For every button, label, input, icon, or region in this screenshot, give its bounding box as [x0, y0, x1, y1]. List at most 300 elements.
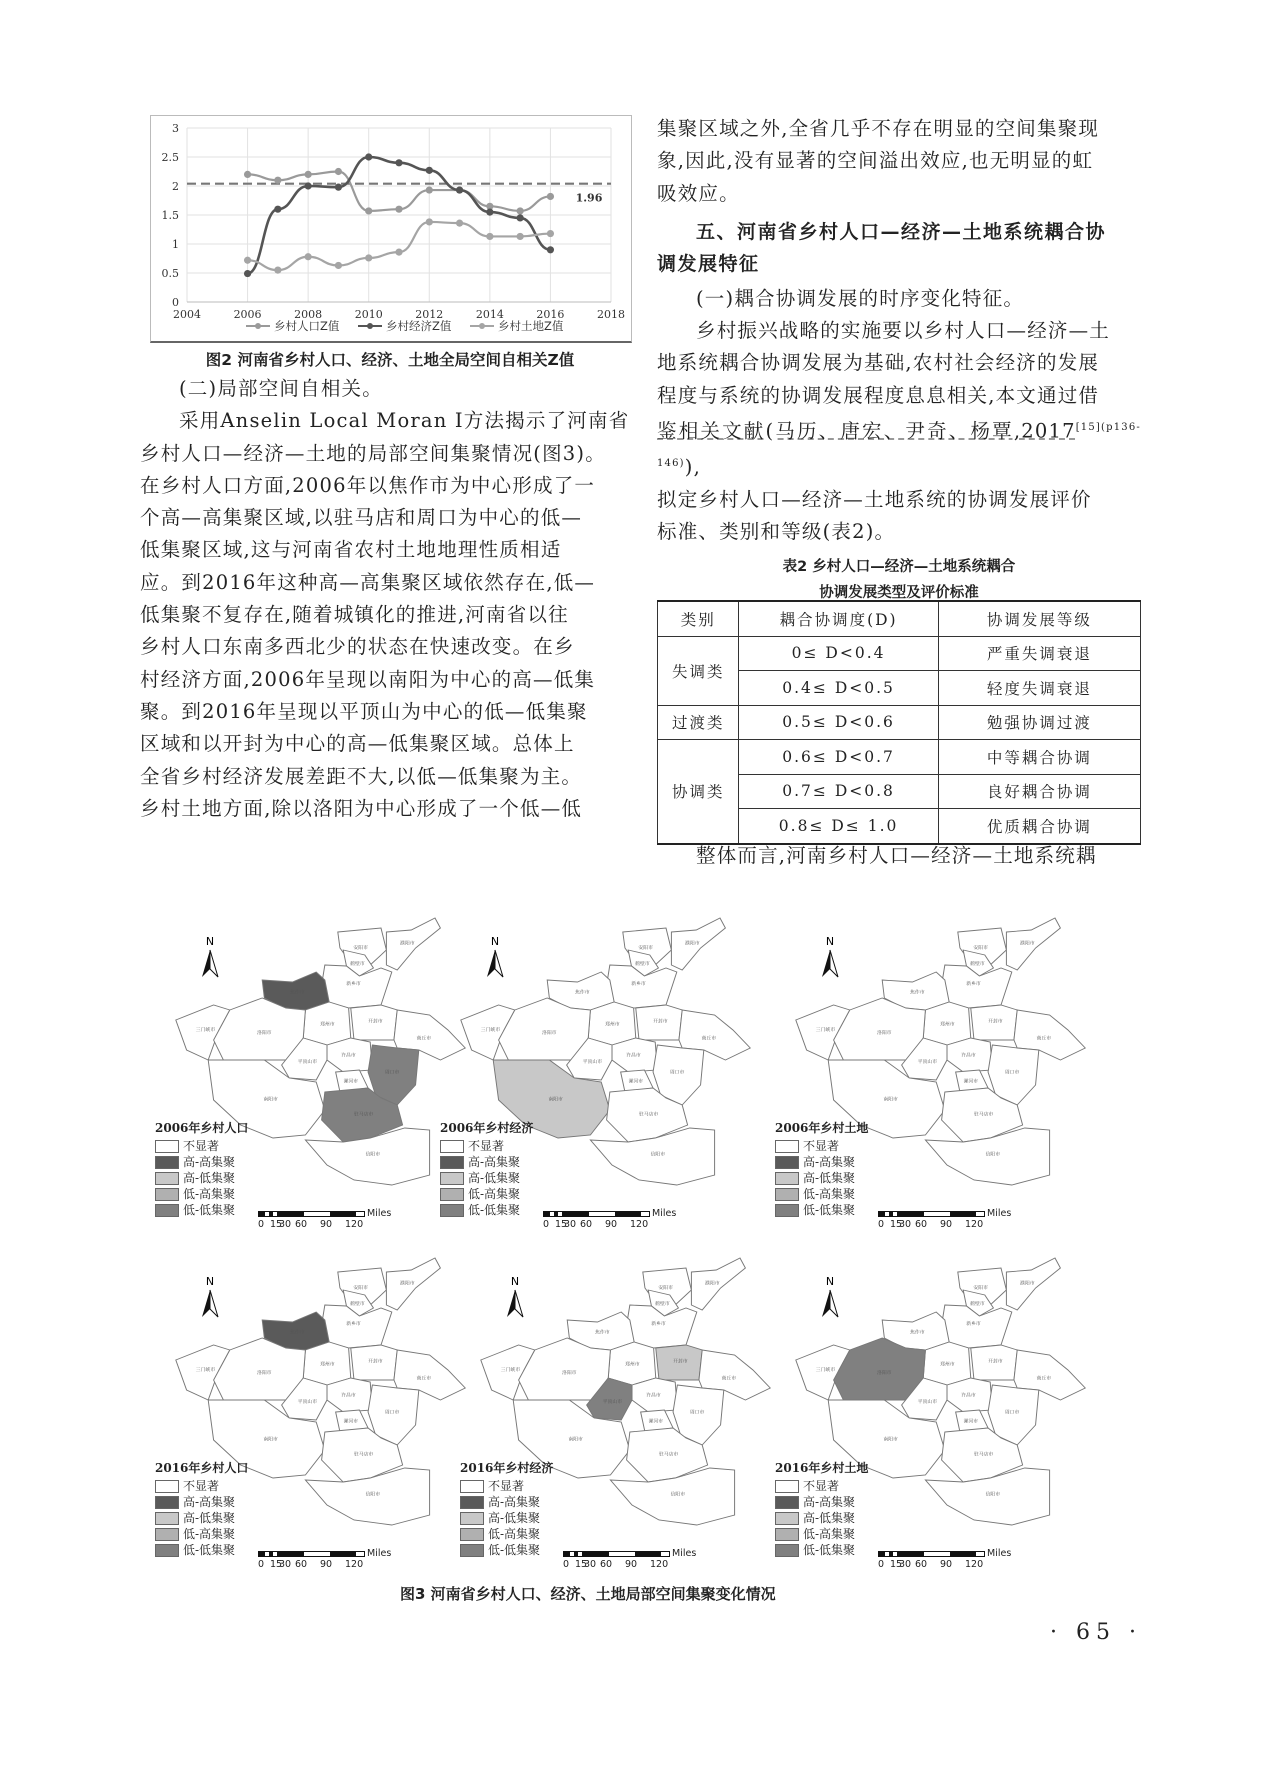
y-tick-label: 2 — [172, 180, 179, 193]
y-tick-label: 1.5 — [161, 209, 179, 222]
legend-label: 低-低集聚 — [468, 1203, 521, 1217]
city-label: 新乡市 — [966, 1322, 981, 1327]
text-line: 集聚区域之外,全省几乎不存在明显的空间集聚现 — [657, 117, 1100, 140]
scale-bar — [258, 1208, 391, 1231]
city-label: 驻马店市 — [353, 1452, 374, 1458]
x-tick-label: 2008 — [294, 308, 323, 321]
legend-swatch — [775, 1156, 799, 1169]
map-title: 2016年乡村人口 — [155, 1461, 249, 1475]
legend-item — [155, 1478, 248, 1494]
legend-item — [155, 1154, 248, 1170]
city-label: 洛阳市 — [876, 1370, 892, 1376]
city-label: 安阳市 — [353, 1286, 368, 1292]
legend-label: 乡村经济Z值 — [386, 319, 452, 333]
data-point — [335, 168, 342, 175]
legend-label: 高-高集聚 — [468, 1155, 521, 1169]
data-point — [335, 184, 342, 191]
legend-label: 高-低集聚 — [183, 1171, 236, 1185]
city-label: 洛阳市 — [541, 1030, 557, 1036]
scale-tick: 60 — [580, 1219, 593, 1230]
level-cell: 勉强协调过渡 — [938, 705, 1140, 740]
city-label: 鹤壁市 — [655, 1302, 670, 1307]
data-point — [547, 246, 554, 253]
scale-tick: 90 — [940, 1559, 953, 1570]
legend-item — [775, 1186, 868, 1202]
city-label: 商丘市 — [721, 1376, 737, 1382]
city-label: 驻马店市 — [973, 1112, 994, 1118]
city-label: 三门峡市 — [195, 1368, 216, 1374]
legend-label: 低-高集聚 — [488, 1527, 541, 1541]
legend-label: 低-高集聚 — [803, 1527, 856, 1541]
city-label: 焦作市 — [290, 1330, 305, 1336]
city-label: 安阳市 — [658, 1286, 673, 1292]
city-label: 三门峡市 — [815, 1028, 836, 1034]
city-label: 信阳市 — [365, 1152, 381, 1158]
citation-reference[interactable]: [15](p136-146) — [657, 422, 1141, 469]
legend-swatch — [155, 1496, 179, 1509]
legend-item — [775, 1542, 868, 1558]
city-label: 平顶山市 — [602, 1400, 623, 1405]
scale-unit: Miles — [987, 1208, 1012, 1219]
table-row — [658, 636, 1141, 671]
data-point — [486, 209, 493, 216]
city-label: 周口市 — [384, 1410, 400, 1416]
city-label: 洛阳市 — [256, 1030, 272, 1036]
table2-title-line1: 表2 乡村人口—经济—土地系统耦合 — [782, 559, 1016, 576]
scale-tick: 60 — [915, 1219, 928, 1230]
city-label: 南阳市 — [263, 1437, 278, 1443]
left-column — [140, 348, 640, 825]
legend-swatch — [155, 1156, 179, 1169]
city-label: 新乡市 — [346, 1322, 361, 1327]
city-label: 濮阳市 — [685, 941, 700, 947]
city-label: 郑州市 — [320, 1362, 335, 1368]
legend-item — [440, 1202, 533, 1218]
lisa-map-3 — [770, 905, 1100, 1235]
legend-marker — [479, 323, 485, 329]
scale-tick: 0 — [563, 1559, 570, 1570]
table-row — [658, 705, 1141, 740]
city-label: 焦作市 — [910, 990, 925, 996]
city-label: 周口市 — [689, 1410, 705, 1416]
city-label: 平顶山市 — [297, 1060, 318, 1065]
legend-swatch — [775, 1172, 799, 1185]
data-point — [305, 171, 312, 178]
text-line — [657, 412, 1141, 484]
legend-swatch — [155, 1512, 179, 1525]
scale-tick: 30 — [899, 1559, 912, 1570]
legend-label: 低-低集聚 — [183, 1203, 236, 1217]
scale-tick: 0 — [258, 1219, 265, 1230]
scale-tick: 90 — [605, 1219, 618, 1230]
text-line: 区域和以开封为中心的高—低集聚区域。总体上 — [140, 732, 575, 756]
city-label: 开封市 — [988, 1019, 1003, 1025]
text-line: 低集聚区域,这与河南省农村土地地理性质相适 — [140, 538, 562, 562]
legend-swatch — [155, 1188, 179, 1201]
legend-label: 低-高集聚 — [468, 1187, 521, 1201]
category-cell: 过渡类 — [658, 705, 739, 740]
text-line — [657, 315, 1141, 347]
legend-item — [440, 1170, 533, 1186]
city-label: 漯河市 — [648, 1419, 664, 1425]
x-tick-label: 2018 — [597, 308, 625, 321]
scale-bar — [878, 1548, 1011, 1571]
legend-label: 不显著 — [803, 1139, 840, 1153]
x-tick-label: 2012 — [415, 308, 444, 321]
subheading-local-autocorrelation: (二)局部空间自相关。 — [179, 377, 383, 400]
city-label: 许昌市 — [341, 1053, 356, 1059]
city-label: 许昌市 — [961, 1393, 976, 1399]
scale-tick: 0 — [878, 1559, 885, 1570]
table-header-cell: 协调发展等级 — [938, 601, 1140, 636]
data-point — [365, 207, 372, 214]
scale-tick: 90 — [320, 1219, 333, 1230]
table-header-cell: 类别 — [658, 601, 739, 636]
data-point — [274, 206, 281, 213]
table2-coupling-standards — [657, 600, 1141, 845]
scale-tick: 15 — [890, 1559, 903, 1570]
data-point — [244, 270, 251, 277]
data-point — [305, 182, 312, 189]
text-line: 乡村人口—经济—土地的局部空间集聚情况(图3)。 — [140, 441, 606, 465]
text-line: 应。到2016年这种高—高集聚区域依然存在,低— — [140, 570, 596, 594]
legend-label: 高-低集聚 — [803, 1511, 856, 1525]
figure3-caption: 图3 河南省乡村人口、经济、土地局部空间集聚变化情况 — [400, 1585, 776, 1603]
city-label: 新乡市 — [966, 982, 981, 987]
scale-tick: 15 — [890, 1219, 903, 1230]
text-line-content: 标准、类别和等级(表2)。 — [657, 519, 896, 543]
legend-item — [460, 1478, 553, 1494]
city-label: 商丘市 — [701, 1036, 717, 1042]
category-cell: 协调类 — [658, 740, 739, 844]
legend-swatch — [440, 1188, 464, 1201]
text-line: 乡村土地方面,除以洛阳为中心形成了一个低—低 — [140, 796, 583, 820]
closing-line: 整体而言,河南乡村人口—经济—土地系统耦 — [696, 844, 1097, 867]
data-point — [305, 253, 312, 260]
legend-label: 低-低集聚 — [488, 1543, 541, 1557]
legend-label: 高-高集聚 — [803, 1155, 856, 1169]
legend-item — [460, 1542, 553, 1558]
text-line — [657, 380, 1141, 412]
data-point — [274, 267, 281, 274]
city-label: 濮阳市 — [705, 1281, 720, 1287]
city-label: 南阳市 — [883, 1097, 898, 1103]
citation-close: ), — [684, 455, 702, 479]
legend-label: 乡村人口Z值 — [274, 319, 340, 333]
scale-tick: 0 — [878, 1219, 885, 1230]
right-column — [657, 113, 1141, 606]
scale-tick: 30 — [279, 1559, 292, 1570]
data-point — [456, 220, 463, 227]
city-label: 焦作市 — [910, 1330, 925, 1336]
legend-marker — [367, 323, 373, 329]
legend-label: 高-高集聚 — [183, 1155, 236, 1169]
scale-tick: 60 — [600, 1559, 613, 1570]
scale-tick: 30 — [279, 1219, 292, 1230]
text-line: 采用Anselin Local Moran I方法揭示了河南省 — [179, 409, 630, 433]
text-line-content: 地系统耦合协调发展为基础,农村社会经济的发展 — [657, 351, 1100, 375]
city-label: 平顶山市 — [917, 1400, 938, 1405]
text-line: 聚。到2016年呈现以平顶山为中心的低—低集聚 — [140, 699, 588, 723]
city-label: 鹤壁市 — [970, 962, 985, 967]
city-label: 驻马店市 — [353, 1112, 374, 1118]
legend-swatch — [775, 1140, 799, 1153]
city-label: 濮阳市 — [1020, 1281, 1035, 1287]
text-line: 个高—高集聚区域,以驻马店和周口为中心的低— — [140, 506, 583, 530]
legend-item — [460, 1510, 553, 1526]
city-label: 周口市 — [384, 1070, 400, 1076]
text-line-content: 鉴相关文献(马历、唐宏、尹奇、杨覃,2017 — [657, 419, 1076, 443]
legend-swatch — [155, 1528, 179, 1541]
city-label: 三门峡市 — [815, 1368, 836, 1374]
city-label: 许昌市 — [961, 1053, 976, 1059]
x-tick-label: 2014 — [475, 308, 504, 321]
city-label: 商丘市 — [1036, 1036, 1052, 1042]
map-title: 2006年乡村经济 — [440, 1121, 534, 1135]
city-label: 开封市 — [368, 1019, 383, 1025]
north-label: N — [205, 1275, 215, 1288]
city-label: 南阳市 — [568, 1437, 583, 1443]
legend-label: 低-低集聚 — [803, 1543, 856, 1557]
city-label: 周口市 — [669, 1070, 685, 1076]
map-legend — [775, 1460, 868, 1558]
city-label: 郑州市 — [320, 1022, 335, 1028]
map-legend — [460, 1460, 553, 1558]
legend-swatch — [440, 1204, 464, 1217]
north-label: N — [825, 1275, 835, 1288]
legend-label: 不显著 — [488, 1479, 525, 1493]
text-line: 乡村人口东南多西北少的状态在快速改变。在乡 — [140, 635, 575, 659]
city-label: 南阳市 — [263, 1097, 278, 1103]
city-label: 安阳市 — [973, 1286, 988, 1292]
data-point — [517, 214, 524, 221]
legend-label: 低-高集聚 — [183, 1527, 236, 1541]
legend-item — [155, 1526, 248, 1542]
city-label: 鹤壁市 — [970, 1302, 985, 1307]
scale-tick: 30 — [564, 1219, 577, 1230]
series-line-0 — [248, 172, 551, 211]
legend-item — [155, 1202, 248, 1218]
legend-item — [775, 1202, 868, 1218]
data-point — [365, 153, 372, 160]
city-label: 驻马店市 — [973, 1452, 994, 1458]
line-chart-svg — [151, 116, 631, 341]
text-line: 象,因此,没有显著的空间溢出效应,也无明显的虹 — [657, 149, 1094, 173]
legend-label: 低-低集聚 — [803, 1203, 856, 1217]
map-legend — [775, 1120, 868, 1218]
scale-tick: 120 — [345, 1219, 364, 1230]
city-label: 信阳市 — [670, 1492, 686, 1498]
city-label: 南阳市 — [883, 1437, 898, 1443]
north-label: N — [205, 935, 215, 948]
city-label: 信阳市 — [650, 1152, 666, 1158]
lisa-map-6 — [770, 1245, 1100, 1575]
level-cell: 优质耦合协调 — [938, 809, 1140, 844]
lisa-map-4 — [150, 1245, 480, 1575]
scale-tick: 120 — [630, 1219, 649, 1230]
scale-tick: 120 — [650, 1559, 669, 1570]
scale-unit: Miles — [672, 1548, 697, 1559]
legend-swatch — [460, 1544, 484, 1557]
legend-item — [775, 1154, 868, 1170]
scale-tick: 15 — [575, 1559, 588, 1570]
data-point — [547, 230, 554, 237]
scale-tick: 60 — [295, 1219, 308, 1230]
city-label: 新乡市 — [651, 1322, 666, 1327]
scale-tick: 90 — [320, 1559, 333, 1570]
legend-label: 高-低集聚 — [183, 1511, 236, 1525]
category-cell: 失调类 — [658, 636, 739, 705]
table-row — [658, 740, 1141, 775]
legend-swatch — [460, 1480, 484, 1493]
range-cell: 0.4≤ D<0.5 — [739, 671, 938, 706]
data-point — [517, 233, 524, 240]
legend-item — [460, 1494, 553, 1510]
table2-title-line2: 协调发展类型及评价标准 — [819, 585, 979, 602]
legend-label: 不显著 — [183, 1139, 220, 1153]
city-label: 周口市 — [1004, 1070, 1020, 1076]
legend-swatch — [775, 1544, 799, 1557]
subheading-temporal: (一)耦合协调发展的时序变化特征。 — [696, 286, 1025, 310]
data-point — [517, 207, 524, 214]
map-title: 2016年乡村经济 — [460, 1461, 554, 1475]
city-label: 郑州市 — [625, 1362, 640, 1368]
city-label: 许昌市 — [341, 1393, 356, 1399]
city-label: 漯河市 — [628, 1079, 644, 1085]
map-legend — [155, 1120, 248, 1218]
legend-swatch — [775, 1512, 799, 1525]
city-label: 濮阳市 — [400, 941, 415, 947]
legend-swatch — [155, 1204, 179, 1217]
scale-tick: 60 — [295, 1559, 308, 1570]
data-point — [365, 254, 372, 261]
legend-label: 低-高集聚 — [803, 1187, 856, 1201]
city-label: 驻马店市 — [658, 1452, 679, 1458]
city-label: 鹤壁市 — [635, 962, 650, 967]
map-title: 2006年乡村人口 — [155, 1121, 249, 1135]
x-tick-label: 2010 — [354, 308, 383, 321]
text-line-content: 拟定乡村人口—经济—土地系统的协调发展评价 — [657, 487, 1092, 511]
legend-item — [440, 1138, 533, 1154]
data-point — [426, 167, 433, 174]
city-label: 驻马店市 — [638, 1112, 659, 1118]
city-label: 平顶山市 — [917, 1060, 938, 1065]
city-label: 信阳市 — [985, 1492, 1001, 1498]
level-cell: 良好耦合协调 — [938, 774, 1140, 809]
north-arrow-icon — [822, 1290, 838, 1317]
scale-bar — [878, 1208, 1011, 1231]
legend-swatch — [775, 1528, 799, 1541]
city-label: 安阳市 — [353, 946, 368, 952]
section-title-line1: 五、河南省乡村人口—经济—土地系统耦合协 — [696, 220, 1107, 243]
city-label: 濮阳市 — [1020, 941, 1035, 947]
scale-tick: 15 — [270, 1559, 283, 1570]
legend-item — [460, 1526, 553, 1542]
legend-marker — [255, 323, 261, 329]
y-tick-label: 3 — [172, 122, 179, 135]
legend-label: 不显著 — [803, 1479, 840, 1493]
lisa-map-1 — [150, 905, 480, 1235]
city-label: 郑州市 — [940, 1022, 955, 1028]
scale-tick: 0 — [543, 1219, 550, 1230]
legend-label: 高-低集聚 — [488, 1511, 541, 1525]
legend-item — [440, 1154, 533, 1170]
legend-label: 高-高集聚 — [488, 1495, 541, 1509]
legend-item — [155, 1510, 248, 1526]
north-arrow-icon — [487, 950, 503, 977]
legend-swatch — [460, 1496, 484, 1509]
city-label: 安阳市 — [973, 946, 988, 952]
city-label: 开封市 — [653, 1019, 668, 1025]
data-point — [274, 177, 281, 184]
data-point — [244, 171, 251, 178]
scale-bar — [258, 1548, 391, 1571]
reference-line-label: 1.96 — [575, 191, 603, 205]
y-tick-label: 0.5 — [161, 267, 179, 280]
legend-swatch — [440, 1156, 464, 1169]
page-number: · 65 · — [1050, 1620, 1142, 1645]
city-label: 许昌市 — [626, 1053, 641, 1059]
data-point — [244, 257, 251, 264]
data-point — [547, 193, 554, 200]
legend-item — [155, 1186, 248, 1202]
city-label: 焦作市 — [290, 990, 305, 996]
legend-swatch — [775, 1204, 799, 1217]
text-line: 全省乡村经济发展差距不大,以低—低集聚为主。 — [140, 764, 583, 788]
north-label: N — [490, 935, 500, 948]
x-tick-label: 2004 — [173, 308, 201, 321]
legend-item — [155, 1542, 248, 1558]
table-header-row — [658, 601, 1141, 636]
y-tick-label: 1 — [172, 238, 179, 251]
city-label: 濮阳市 — [400, 1281, 415, 1287]
figure2-chart — [150, 115, 632, 343]
left-paragraph — [140, 405, 640, 825]
city-label: 郑州市 — [605, 1022, 620, 1028]
city-label: 信阳市 — [985, 1152, 1001, 1158]
scale-tick: 90 — [625, 1559, 638, 1570]
legend-swatch — [775, 1480, 799, 1493]
level-cell: 严重失调衰退 — [938, 636, 1140, 671]
legend-label: 低-高集聚 — [183, 1187, 236, 1201]
legend-item — [775, 1138, 868, 1154]
city-label: 新乡市 — [346, 982, 361, 987]
north-arrow-icon — [202, 1290, 218, 1317]
scale-tick: 30 — [899, 1219, 912, 1230]
scale-tick: 120 — [345, 1559, 364, 1570]
city-label: 平顶山市 — [582, 1060, 603, 1065]
city-label: 许昌市 — [646, 1393, 661, 1399]
scale-tick: 120 — [965, 1559, 984, 1570]
legend-item — [775, 1478, 868, 1494]
city-label: 漯河市 — [343, 1079, 359, 1085]
figure2-caption: 图2 河南省乡村人口、经济、土地全局空间自相关Z值 — [205, 351, 575, 369]
text-line: 吸效应。 — [657, 181, 740, 205]
y-tick-label: 2.5 — [161, 151, 179, 164]
range-cell: 0.8≤ D≤ 1.0 — [739, 809, 938, 844]
legend-label: 高-高集聚 — [183, 1495, 236, 1509]
right-paragraph — [657, 315, 1141, 548]
city-label: 周口市 — [1004, 1410, 1020, 1416]
legend-swatch — [155, 1140, 179, 1153]
legend-swatch — [775, 1188, 799, 1201]
text-line — [657, 347, 1141, 379]
data-point — [395, 206, 402, 213]
city-label: 三门峡市 — [195, 1028, 216, 1034]
north-label: N — [825, 935, 835, 948]
scale-bar — [543, 1208, 676, 1231]
north-arrow-icon — [822, 950, 838, 977]
